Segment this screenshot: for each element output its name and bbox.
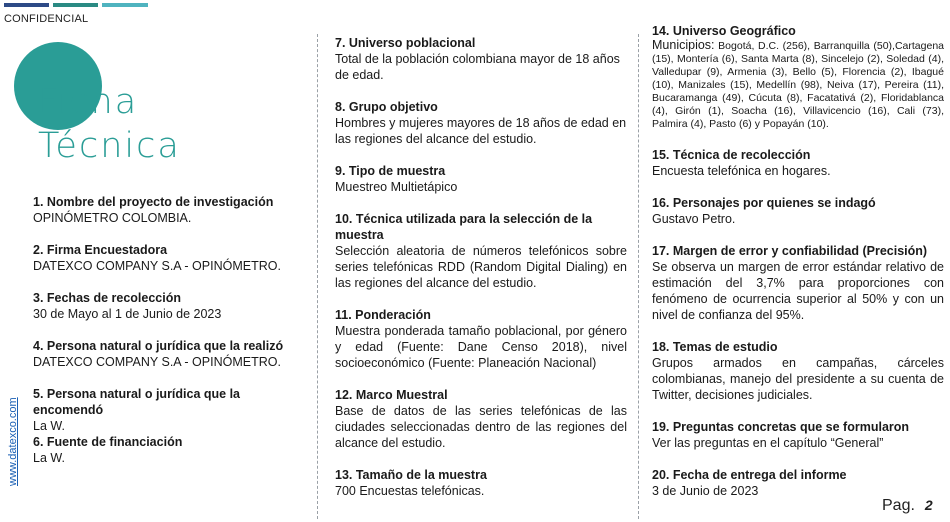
item-performed-by xyxy=(33,338,309,370)
item-heading: 19. Preguntas concretas que se formularon xyxy=(652,420,910,434)
item-body: OPINÓMETRO COLOMBIA. xyxy=(33,211,192,225)
item-heading: 4. Persona natural o jurídica que la realizó xyxy=(33,339,284,353)
item-geographic-universe xyxy=(652,23,944,131)
page-title xyxy=(38,80,181,168)
item-body: Selección aleatoria de números telefónicos sobre series telefónicas RDD (Random Digital Dialing) en las regiones del alcance del estudio. xyxy=(335,244,627,290)
item-body: Hombres y mujeres mayores de 18 años de edad en las regiones del alcance del estudio. xyxy=(335,116,627,146)
item-body: 30 de Mayo al 1 de Junio de 2023 xyxy=(33,307,222,321)
item-body: Muestra ponderada tamaño poblacional, por género y edad (Fuente: Dane Censo 2018), nivel socioeconómico (Fuente: Planeación Nacional) xyxy=(335,324,627,370)
item-heading: 7. Universo poblacional xyxy=(335,36,476,50)
item-surveyed-figures xyxy=(652,195,944,227)
item-questions-asked xyxy=(652,419,944,451)
top-bar-light-teal xyxy=(102,3,148,7)
item-body: La W. xyxy=(33,419,65,433)
item-heading: 12. Marco Muestral xyxy=(335,388,448,402)
municipalities-list: Bogotá, D.C. (256), Barranquilla (50),Cartagena (15), Montería (6), Santa Marta (8), Sincelejo (2), Soledad (4), Valledupar (9), Armenia (3), Bello (5), Florencia (2), Ibagué (10), Manizales (15), Medellín (98), Neiva (17), Pereira (11), Bucaramanga (49), Cúcuta (8), Facatativá (2), Floridablanca (4), Girón (1), Soacha (16), Villavicencio (16), Cali (73), Palmira (4), Pasto (6) y Popayán (10). xyxy=(652,40,944,130)
item-heading: 3. Fechas de recolección xyxy=(33,291,181,305)
item-sample-type xyxy=(335,163,627,195)
item-heading: 17. Margen de error y confiabilidad (Precisión) xyxy=(652,244,928,258)
item-heading: 8. Grupo objetivo xyxy=(335,100,438,114)
item-margin-of-error xyxy=(652,243,944,323)
title-line-1: Ficha xyxy=(38,82,139,122)
item-heading: 18. Temas de estudio xyxy=(652,340,778,354)
item-study-topics xyxy=(652,339,944,403)
item-selection-technique xyxy=(335,211,627,291)
item-funding-source xyxy=(33,434,309,466)
column-divider xyxy=(317,34,319,519)
item-heading: 20. Fecha de entrega del informe xyxy=(652,468,847,482)
item-body: Se observa un margen de error estándar relativo de estimación del 3,7% para proporciones con fenómeno de ocurrencia superior al 50% y con un nivel de confianza del 95%. xyxy=(652,260,944,322)
confidential-label: CONFIDENCIAL xyxy=(4,13,89,25)
column-divider xyxy=(638,34,640,519)
item-body: Base de datos de las series telefónicas de las ciudades seleccionadas dentro de las regiones del alcance del estudio. xyxy=(335,404,627,450)
item-heading: 14. Universo Geográfico xyxy=(652,24,796,38)
top-bar-teal xyxy=(53,3,98,7)
item-body xyxy=(652,39,944,131)
item-body: Ver las preguntas en el capítulo “General” xyxy=(652,436,884,450)
item-target-group xyxy=(335,99,627,147)
page-number xyxy=(882,497,933,515)
item-heading: 9. Tipo de muestra xyxy=(335,164,446,178)
item-heading: 1. Nombre del proyecto de investigación xyxy=(33,195,274,209)
item-heading: 11. Ponderación xyxy=(335,308,431,322)
item-heading: 2. Firma Encuestadora xyxy=(33,243,168,257)
item-heading: 5. Persona natural o jurídica que la encomendó xyxy=(33,387,241,417)
item-heading: 13. Tamaño de la muestra xyxy=(335,468,487,482)
municipalities-label: Municipios: xyxy=(652,38,715,52)
item-collection-dates xyxy=(33,290,309,322)
item-sample-size xyxy=(335,467,627,499)
item-project-name xyxy=(33,194,309,226)
item-body: DATEXCO COMPANY S.A - OPINÓMETRO. xyxy=(33,259,281,273)
item-body: DATEXCO COMPANY S.A - OPINÓMETRO. xyxy=(33,355,281,369)
item-survey-firm xyxy=(33,242,309,274)
item-commissioned-by xyxy=(33,386,309,434)
page-number-value: 2 xyxy=(924,497,933,513)
item-body: Grupos armados en campañas, cárceles colombianas, manejo del presidente a su cuenta de Twitter, decisiones judiciales. xyxy=(652,356,944,402)
item-weighting xyxy=(335,307,627,371)
item-sampling-frame xyxy=(335,387,627,451)
item-body: La W. xyxy=(33,451,65,465)
title-line-2: Técnica xyxy=(38,126,181,166)
item-collection-technique xyxy=(652,147,944,179)
item-body: Gustavo Petro. xyxy=(652,212,736,226)
item-population-universe xyxy=(335,35,627,83)
item-heading: 6. Fuente de financiación xyxy=(33,435,183,449)
item-heading: 15. Técnica de recolección xyxy=(652,148,811,162)
top-bar-navy xyxy=(4,3,49,7)
item-body: 3 de Junio de 2023 xyxy=(652,484,759,498)
item-body: 700 Encuestas telefónicas. xyxy=(335,484,485,498)
item-delivery-date xyxy=(652,467,944,499)
item-body: Encuesta telefónica en hogares. xyxy=(652,164,831,178)
item-heading: 10. Técnica utilizada para la selección de la muestra xyxy=(335,212,593,242)
item-body: Total de la población colombiana mayor de 18 años de edad. xyxy=(335,52,620,82)
page-label: Pag. xyxy=(882,497,915,514)
item-heading: 16. Personajes por quienes se indagó xyxy=(652,196,876,210)
website-link[interactable]: www.datexco.com xyxy=(7,397,19,486)
item-body: Muestreo Multietápico xyxy=(335,180,458,194)
